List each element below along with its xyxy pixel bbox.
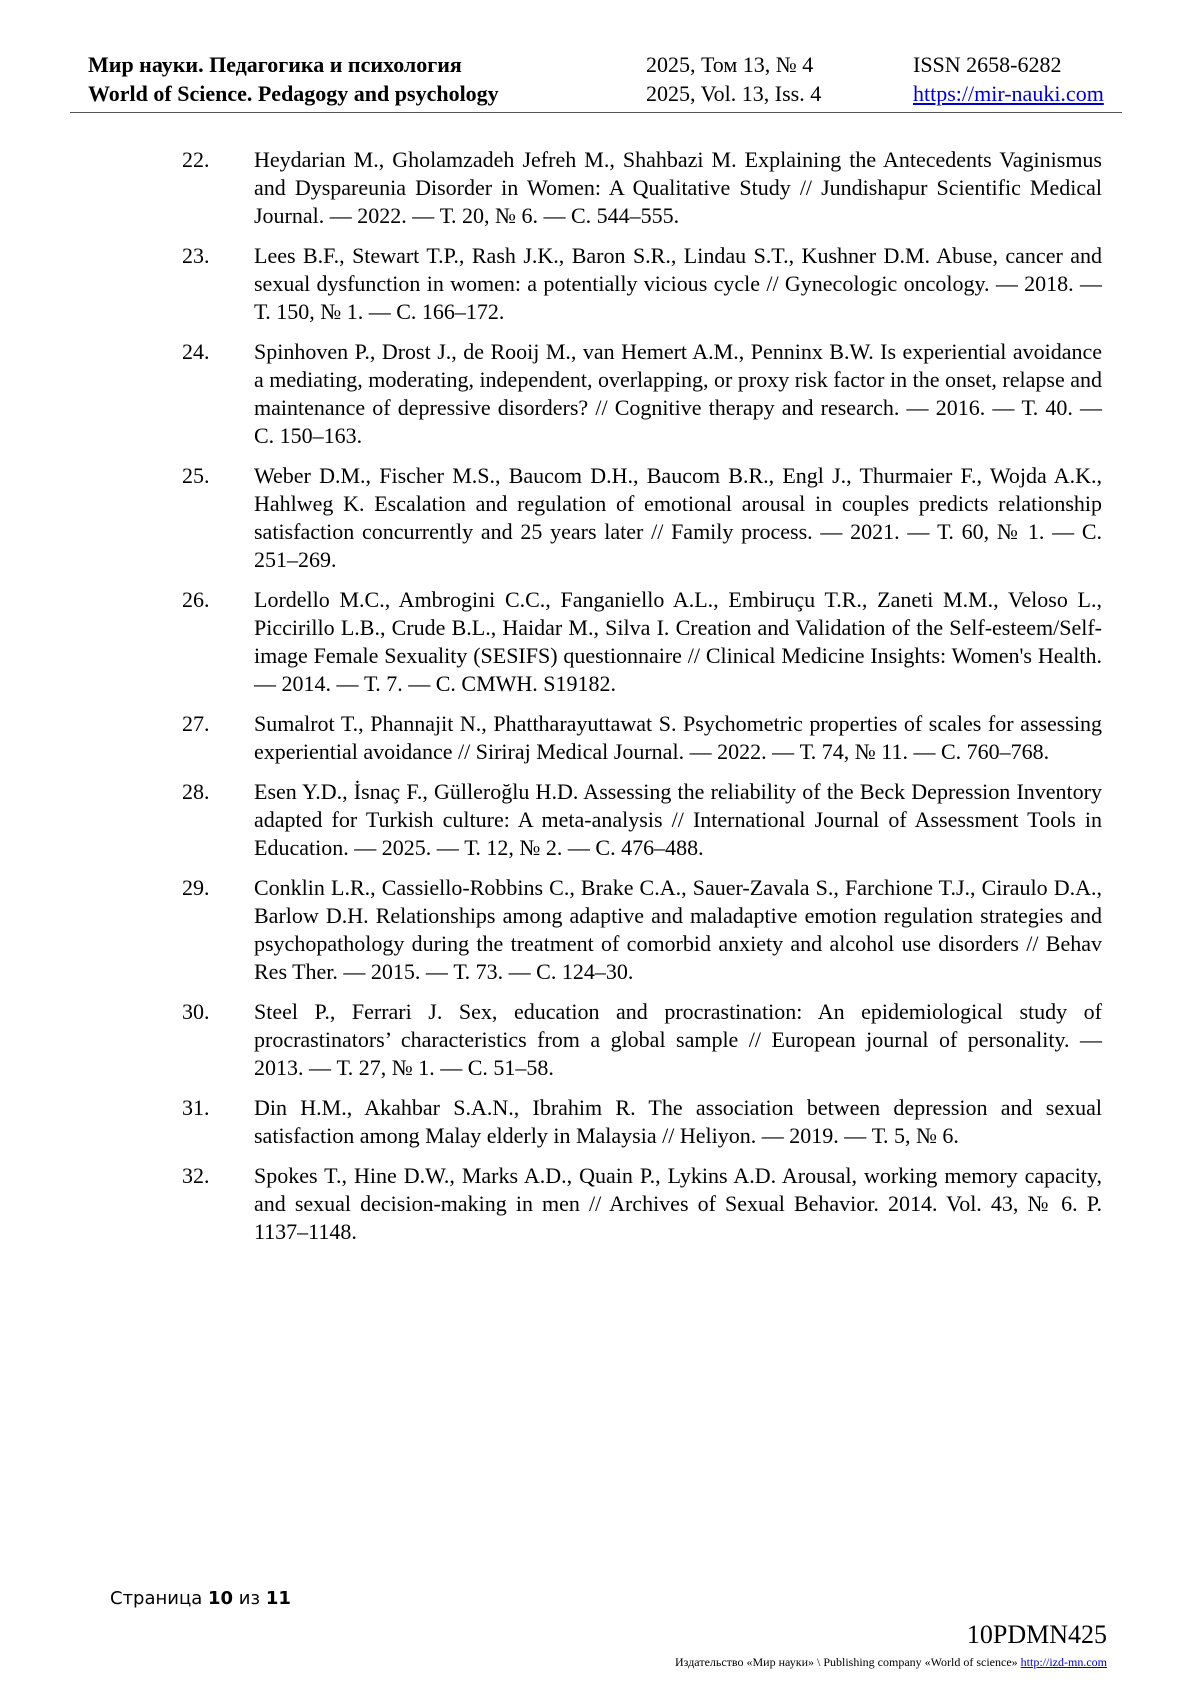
journal-title-ru: Мир науки. Педагогика и психология [88, 52, 462, 77]
reference-text: Spokes T., Hine D.W., Marks A.D., Quain P., Lykins A.D. Arousal, working memory capacity, and sexual decision-making in men // Archives of Sexual Behavior. 2014. Vol. 43, № 6. P. 1137–1148. [254, 1163, 1102, 1244]
reference-item [182, 998, 1102, 1082]
reference-item [182, 242, 1102, 326]
page-of: из [238, 1588, 261, 1609]
volume-info-en: 2025, Vol. 13, Iss. 4 [646, 81, 822, 106]
reference-item [182, 710, 1102, 766]
journal-title-en: World of Science. Pedagogy and psychology [88, 81, 499, 106]
reference-text: Heydarian M., Gholamzadeh Jefreh M., Shahbazi M. Explaining the Antecedents Vaginismus and Dyspareunia Disorder in Women: A Qualitative Study // Jundishapur Scientific Medical Journal. — 2022. — Т. 20, № 6. — С. 544–555. [254, 147, 1102, 228]
issn-block [913, 50, 1104, 108]
reference-text: Din H.M., Akahbar S.A.N., Ibrahim R. The association between depression and sexual satisfaction among Malay elderly in Malaysia // Heliyon. — 2019. — Т. 5, № 6. [254, 1095, 1102, 1148]
publisher-link[interactable]: http://izd-mn.com [1020, 1655, 1107, 1669]
reference-text: Lordello M.C., Ambrogini C.C., Fanganiello A.L., Embiruçu T.R., Zaneti M.M., Veloso L., Piccirillo L.B., Crude B.L., Haidar M., Silva I. Creation and Validation of the Self-esteem/Self-image Female Sexuality (SESIFS) questionnaire // Clinical Medicine Insights: Women's Health. — 2014. — Т. 7. — С. CMWH. S19182. [254, 587, 1102, 696]
volume-info-ru: 2025, Том 13, № 4 [646, 52, 814, 77]
reference-text: Spinhoven P., Drost J., de Rooij M., van Hemert A.M., Penninx B.W. Is experiential avoidance a mediating, moderating, independent, overlapping, or proxy risk factor in the onset, relapse and maintenance of depressive disorders? // Cognitive therapy and research. — 2016. — Т. 40. — С. 150–163. [254, 339, 1102, 448]
reference-list [182, 146, 1102, 1258]
volume-info-block [646, 50, 821, 108]
reference-number: 25. [182, 463, 210, 488]
publisher-line [675, 1655, 1107, 1670]
reference-number: 28. [182, 779, 210, 804]
reference-number: 23. [182, 243, 210, 268]
reference-number: 29. [182, 875, 210, 900]
reference-number: 26. [182, 587, 210, 612]
reference-text: Weber D.M., Fischer M.S., Baucom D.H., Baucom B.R., Engl J., Thurmaier F., Wojda A.K., Hahlweg K. Escalation and regulation of emotional arousal in couples predicts relationship satisfaction concurrently and 25 years later // Family process. — 2021. — Т. 60, № 1. — С. 251–269. [254, 463, 1102, 572]
reference-item [182, 146, 1102, 230]
reference-text: Sumalrot T., Phannajit N., Phattharayuttawat S. Psychometric properties of scales for assessing experiential avoidance // Siriraj Medical Journal. — 2022. — Т. 74, № 11. — С. 760–768. [254, 711, 1102, 764]
page-indicator [110, 1588, 291, 1609]
page-current: 10 [208, 1588, 234, 1609]
reference-item [182, 338, 1102, 450]
reference-item [182, 586, 1102, 698]
page-total: 11 [265, 1588, 291, 1609]
reference-item [182, 874, 1102, 986]
publisher-text: Издательство «Мир науки» \ Publishing company «World of science» [675, 1655, 1018, 1669]
reference-item [182, 1094, 1102, 1150]
reference-text: Esen Y.D., İsnaç F., Gülleroğlu H.D. Assessing the reliability of the Beck Depression Inventory adapted for Turkish culture: A meta-analysis // International Journal of Assessment Tools in Education. — 2025. — Т. 12, № 2. — С. 476–488. [254, 779, 1102, 860]
reference-number: 24. [182, 339, 210, 364]
reference-item [182, 778, 1102, 862]
journal-url-link[interactable]: https://mir-nauki.com [913, 81, 1104, 106]
page-header [70, 50, 1122, 113]
reference-text: Conklin L.R., Cassiello-Robbins C., Brake C.A., Sauer-Zavala S., Farchione T.J., Ciraulo D.A., Barlow D.H. Relationships among adaptive and maladaptive emotion regulation strategies and psychopathology during the treatment of comorbid anxiety and alcohol use disorders // Behav Res Ther. — 2015. — Т. 73. — С. 124–30. [254, 875, 1102, 984]
reference-item [182, 462, 1102, 574]
reference-number: 31. [182, 1095, 210, 1120]
reference-number: 27. [182, 711, 210, 736]
journal-title-block [88, 50, 499, 108]
reference-text: Lees B.F., Stewart T.P., Rash J.K., Baron S.R., Lindau S.T., Kushner D.M. Abuse, cancer and sexual dysfunction in women: a potentially vicious cycle // Gynecologic oncology. — 2018. — Т. 150, № 1. — С. 166–172. [254, 243, 1102, 324]
article-code: 10PDMN425 [966, 1620, 1107, 1649]
reference-number: 32. [182, 1163, 210, 1188]
reference-number: 22. [182, 147, 210, 172]
reference-number: 30. [182, 999, 210, 1024]
reference-item [182, 1162, 1102, 1246]
issn-number: ISSN 2658-6282 [913, 52, 1062, 77]
page-label: Страница [110, 1588, 203, 1609]
reference-text: Steel P., Ferrari J. Sex, education and procrastination: An epidemiological study of procrastinators’ characteristics from a global sample // European journal of personality. — 2013. — Т. 27, № 1. — С. 51–58. [254, 999, 1102, 1080]
